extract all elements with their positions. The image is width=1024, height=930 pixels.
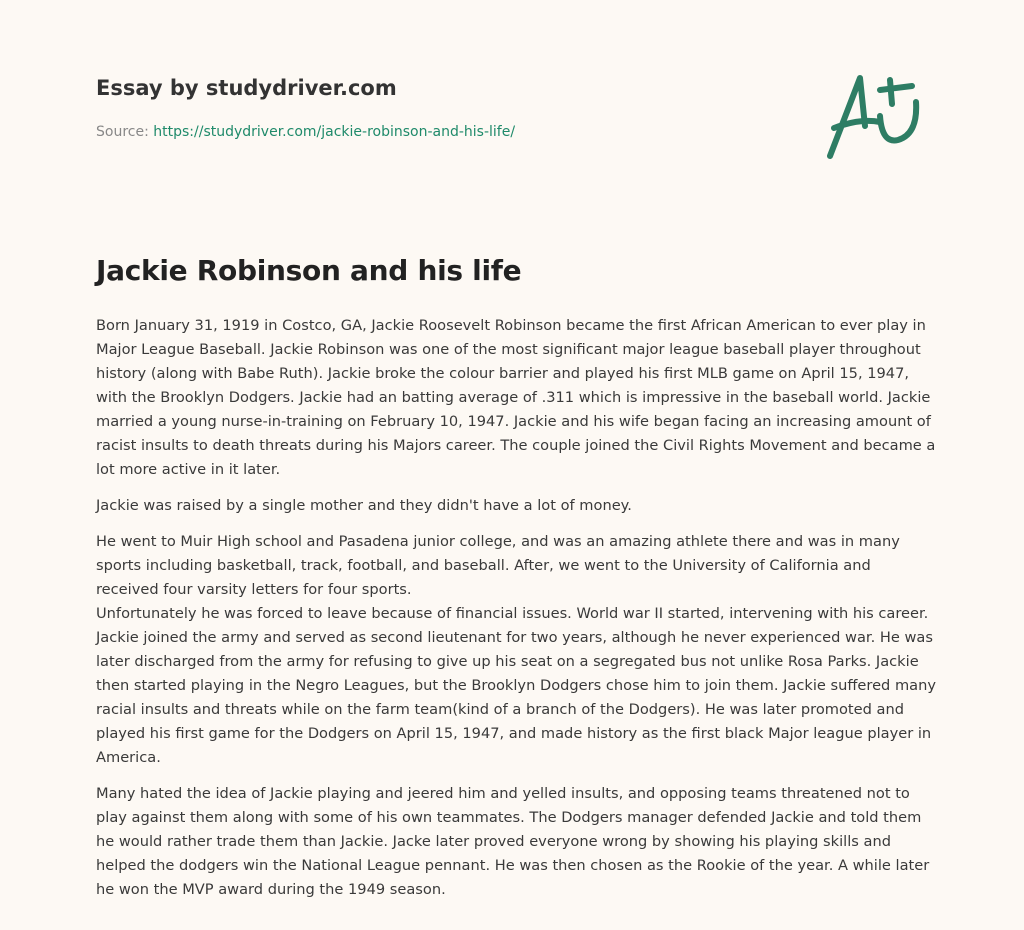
source-label: Source: bbox=[96, 124, 149, 140]
paragraph: Born January 31, 1919 in Costco, GA, Jackie Roosevelt Robinson became the first African American to ever play in Major League Baseball. Jackie Robinson was one of the most significant major league baseball player throughout history (along with Babe Ruth). Jackie broke the colour barrier and played his first MLB game on April 15, 1947, with the Brooklyn Dodgers. Jackie had an batting average of .311 which is impressive in the baseball world. Jackie married a young nurse-in-training on February 10, 1947. Jackie and his wife began facing an increasing amount of racist insults to death threats during his Majors career. The couple joined the Civil Rights Movement and became a lot more active in it later. bbox=[96, 317, 936, 478]
paragraph: Jackie was raised by a single mother and they didn't have a lot of money. bbox=[96, 497, 632, 514]
source-line bbox=[96, 124, 515, 140]
paragraph-text: Unfortunately he was forced to leave because of financial issues. World war II started, intervening with his career. Jackie joined the army and served as second lieutenant for two years, although he never experienced war. He was later discharged from the army for refusing to give up his seat on a segregated bus not unlike Rosa Parks. Jackie then started playing in the Negro Leagues, but the Brooklyn Dodgers chose him to join them. Jackie suffered many racial insults and threats while on the farm team(kind of a branch of the Dodgers). He was later promoted and played his first game for the Dodgers on April 15, 1947, and made history as the first black Major league player in America. bbox=[96, 605, 937, 766]
paragraph bbox=[96, 530, 936, 770]
brand-title: Essay by studydriver.com bbox=[96, 76, 397, 100]
page-title: Jackie Robinson and his life bbox=[96, 254, 522, 287]
paragraph-text: He went to Muir High school and Pasadena junior college, and was an amazing athlete there and was in many sports including basketball, track, football, and baseball. After, we went to the University of California and received four varsity letters for four sports. bbox=[96, 533, 900, 598]
article-body bbox=[96, 314, 936, 914]
a-plus-logo-icon bbox=[820, 66, 930, 166]
paragraph: Many hated the idea of Jackie playing and jeered him and yelled insults, and opposing teams threatened not to play against them along with some of his own teammates. The Dodgers manager defended Jackie and told them he would rather trade them than Jackie. Jacke later proved everyone wrong by showing his playing skills and helped the dodgers win the National League pennant. He was then chosen as the Rookie of the year. A while later he won the MVP award during the 1949 season. bbox=[96, 785, 930, 898]
source-link[interactable]: https://studydriver.com/jackie-robinson-and-his-life/ bbox=[153, 124, 516, 140]
